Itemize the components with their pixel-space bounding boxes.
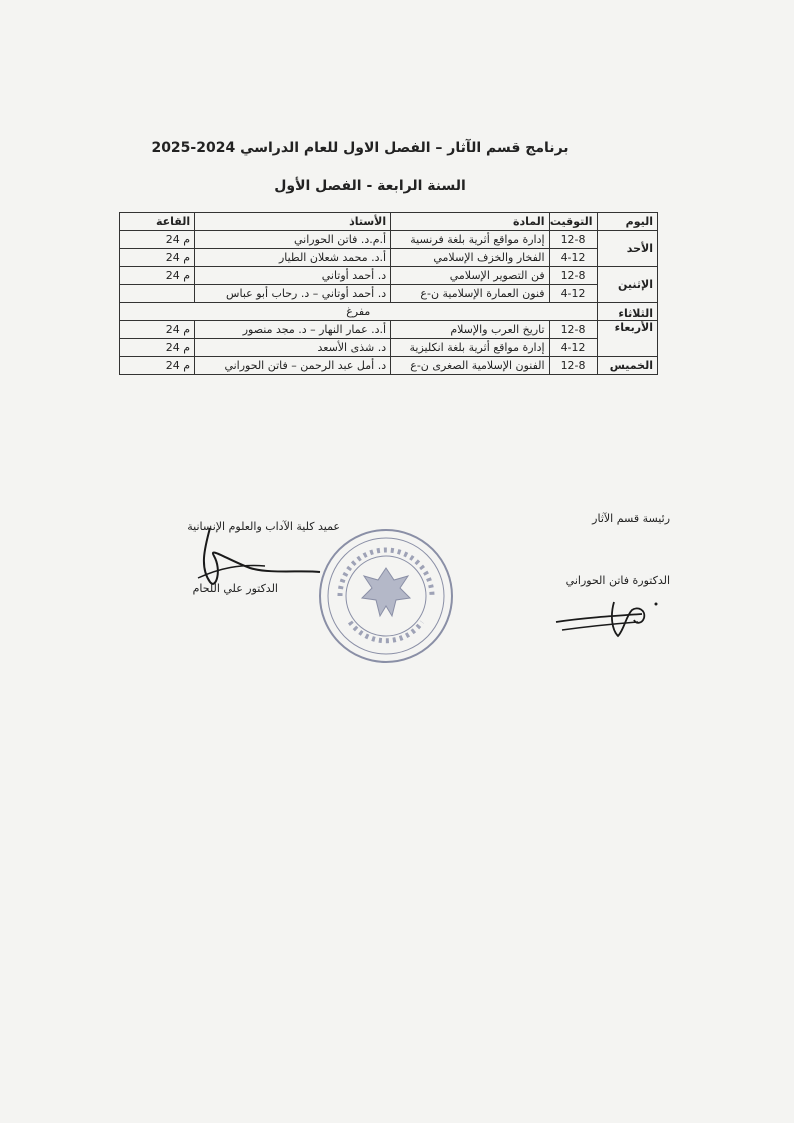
table-row	[120, 321, 658, 339]
head-role: رئيسة قسم الآثار	[592, 512, 670, 525]
professor-cell: د. أحمد أوتاني – د. رحاب أبو عباس	[195, 285, 391, 303]
document-subtitle: السنة الرابعة - الفصل الأول	[274, 178, 466, 194]
room-cell: م 24	[120, 339, 195, 357]
table-row	[120, 303, 658, 321]
table-row	[120, 285, 658, 303]
dean-name: الدكتور علي اللحام	[192, 582, 278, 595]
time-cell: 4-12	[549, 285, 597, 303]
day-cell: الأربعاء	[597, 321, 657, 357]
table-row	[120, 249, 658, 267]
subject-cell: الفخار والخزف الإسلامي	[391, 249, 549, 267]
header-day: اليوم	[597, 213, 657, 231]
professor-cell: أ.د. محمد شعلان الطيار	[195, 249, 391, 267]
subject-cell: فنون العمارة الإسلامية ن-ع	[391, 285, 549, 303]
header-professor: الأستاذ	[195, 213, 391, 231]
table-row	[120, 357, 658, 375]
professor-cell: د. شذى الأسعد	[195, 339, 391, 357]
subject-cell: الفنون الإسلامية الصغرى ن-ع	[391, 357, 549, 375]
header-time: التوقيت	[549, 213, 597, 231]
subject-cell: تاريخ العرب والإسلام	[391, 321, 549, 339]
professor-cell: أ.د. عمار النهار – د. مجد منصور	[195, 321, 391, 339]
professor-cell: أ.م.د. فاتن الحوراني	[195, 231, 391, 249]
professor-cell: د. أحمد أوتاني	[195, 267, 391, 285]
room-cell: م 24	[120, 267, 195, 285]
professor-cell: د. أمل عبد الرحمن – فاتن الحوراني	[195, 357, 391, 375]
header-room: القاعة	[120, 213, 195, 231]
time-cell: 12-8	[549, 321, 597, 339]
time-cell: 12-8	[549, 231, 597, 249]
day-cell: الخميس	[597, 357, 657, 375]
subject-cell: إدارة مواقع أثرية بلغة فرنسية	[391, 231, 549, 249]
table-header-row	[120, 213, 658, 231]
free-day-cell: مفرغ	[120, 303, 598, 321]
subject-cell: إدارة مواقع أثرية بلغة انكليزية	[391, 339, 549, 357]
dean-role: عميد كلية الآداب والعلوم الإنسانية	[187, 520, 340, 533]
room-cell: م 24	[120, 249, 195, 267]
time-cell: 4-12	[549, 249, 597, 267]
table-row	[120, 339, 658, 357]
schedule-table	[119, 212, 658, 375]
room-cell: م 24	[120, 231, 195, 249]
official-seal-icon	[316, 526, 456, 666]
day-cell: الثلاثاء	[597, 303, 657, 321]
time-cell: 12-8	[549, 357, 597, 375]
head-signature-icon	[552, 596, 662, 646]
time-cell: 4-12	[549, 339, 597, 357]
day-cell: الأحد	[597, 231, 657, 267]
subject-cell: فن التصوير الإسلامي	[391, 267, 549, 285]
room-cell: م 24	[120, 321, 195, 339]
time-cell: 12-8	[549, 267, 597, 285]
room-cell	[120, 285, 195, 303]
document-title: برنامج قسم الآثار – الفصل الاول للعام الدراسي 2024-2025	[151, 140, 569, 156]
head-name: الدكتورة فاتن الحوراني	[565, 574, 670, 587]
dean-signature-icon	[170, 520, 330, 600]
header-subject: المادة	[391, 213, 549, 231]
table-row	[120, 267, 658, 285]
table-row	[120, 231, 658, 249]
day-cell: الإثنين	[597, 267, 657, 303]
room-cell: م 24	[120, 357, 195, 375]
